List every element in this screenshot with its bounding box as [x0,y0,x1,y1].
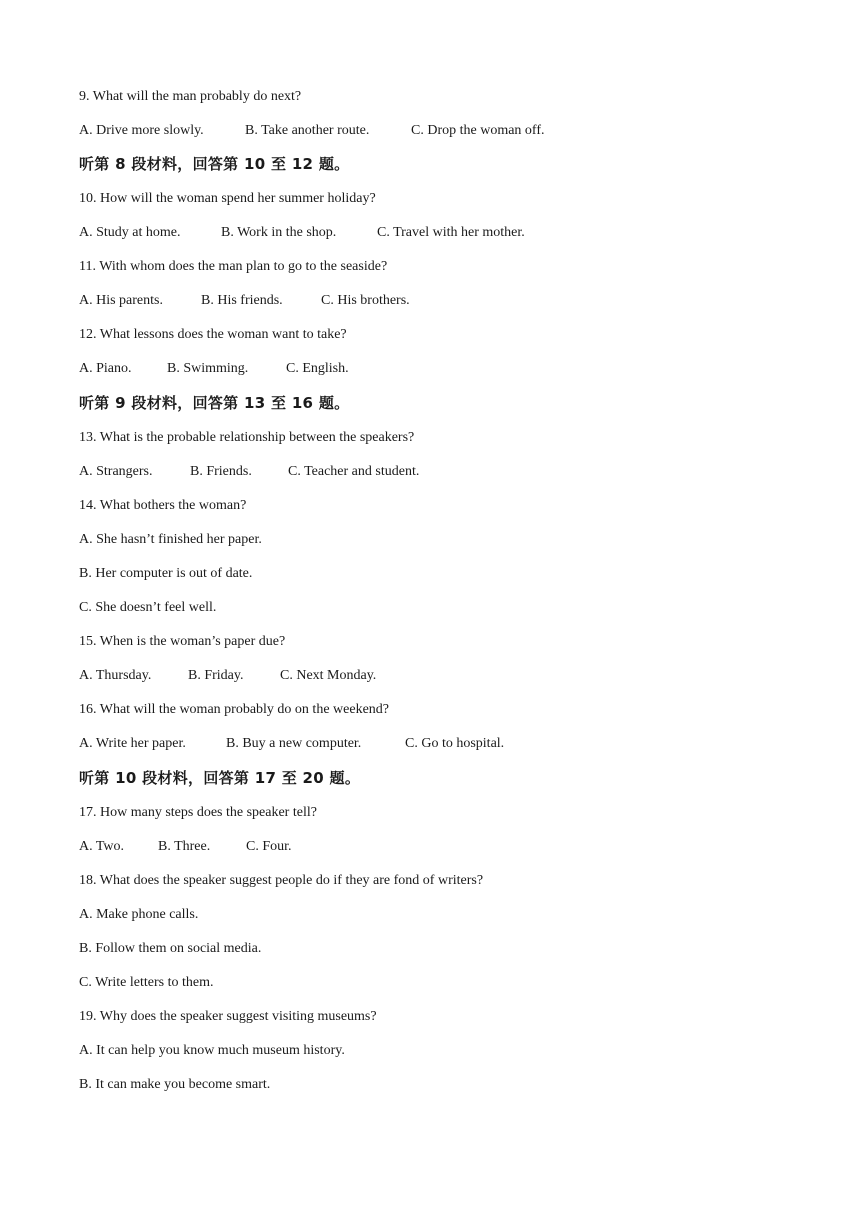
question-17: 17. How many steps does the speaker tell? [79,805,317,820]
option-18a: A. Make phone calls. [79,907,199,922]
option-16c: C. Go to hospital. [405,736,505,751]
question-11: 11. With whom does the man plan to go to the seaside? [79,259,388,274]
question-18: 18. What does the speaker suggest people do if they are fond of writers? [79,873,484,888]
option-14b: B. Her computer is out of date. [79,566,253,581]
options-row-16 [79,735,504,753]
option-10c: C. Travel with her mother. [377,225,525,240]
option-13b: B. Friends. [190,464,252,479]
options-row-12 [79,360,349,378]
option-11b: B. His friends. [201,293,283,308]
option-17c: C. Four. [246,839,292,854]
option-17a: A. Two. [79,839,125,854]
option-18b: B. Follow them on social media. [79,941,262,956]
option-9c: C. Drop the woman off. [411,123,545,138]
question-15: 15. When is the woman’s paper due? [79,634,286,649]
options-row-17 [79,838,292,856]
option-15b: B. Friday. [188,668,244,683]
option-12c: C. English. [286,361,349,376]
option-13a: A. Strangers. [79,464,153,479]
option-16a: A. Write her paper. [79,736,186,751]
option-12b: B. Swimming. [167,361,249,376]
options-row-10 [79,224,525,242]
option-12a: A. Piano. [79,361,132,376]
question-10: 10. How will the woman spend her summer holiday? [79,191,376,206]
section-heading-10: 听第 10 段材料，回答第 17 至 20 题。 [79,769,361,787]
option-11a: A. His parents. [79,293,163,308]
question-19: 19. Why does the speaker suggest visiting museums? [79,1009,377,1024]
option-14a: A. She hasn’t finished her paper. [79,532,262,547]
option-18c: C. Write letters to them. [79,975,214,990]
question-9: 9. What will the man probably do next? [79,89,302,104]
options-row-13 [79,463,419,481]
options-row-15 [79,667,376,685]
option-10a: A. Study at home. [79,225,181,240]
section-heading-8: 听第 8 段材料，回答第 10 至 12 题。 [79,155,350,173]
option-15a: A. Thursday. [79,668,152,683]
option-10b: B. Work in the shop. [221,225,337,240]
option-13c: C. Teacher and student. [288,464,420,479]
option-17b: B. Three. [158,839,211,854]
option-15c: C. Next Monday. [280,668,377,683]
options-row-11 [79,292,410,310]
option-9a: A. Drive more slowly. [79,123,204,138]
option-9b: B. Take another route. [245,123,370,138]
question-16: 16. What will the woman probably do on the weekend? [79,702,389,717]
question-13: 13. What is the probable relationship between the speakers? [79,430,415,445]
option-19b: B. It can make you become smart. [79,1077,271,1092]
option-19a: A. It can help you know much museum history. [79,1043,345,1058]
option-16b: B. Buy a new computer. [226,736,362,751]
question-14: 14. What bothers the woman? [79,498,247,513]
option-11c: C. His brothers. [321,293,410,308]
options-row-9 [79,122,545,140]
section-heading-9: 听第 9 段材料，回答第 13 至 16 题。 [79,394,350,412]
option-14c: C. She doesn’t feel well. [79,600,217,615]
question-12: 12. What lessons does the woman want to take? [79,327,347,342]
